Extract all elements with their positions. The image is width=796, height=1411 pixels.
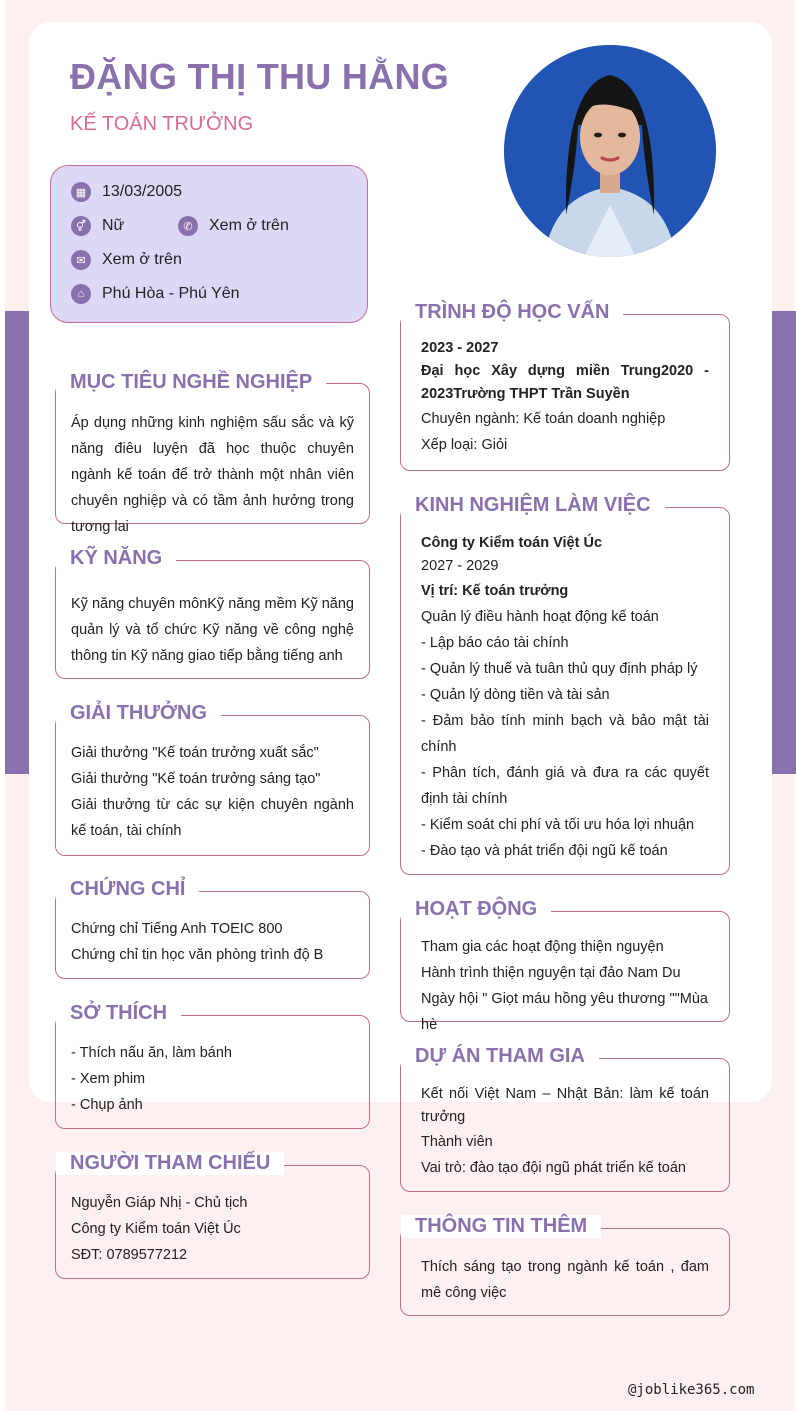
experience-item: - Đào tạo và phát triển đội ngũ kế toán (421, 843, 668, 859)
references-section (55, 1165, 370, 1279)
experience-item: - Quản lý dòng tiền và tài sản (421, 687, 610, 703)
hobby-item: - Xem phim (71, 1071, 146, 1087)
experience-heading: KINH NGHIỆM LÀM VIỆC (401, 494, 665, 517)
skills-heading: KỸ NĂNG (56, 547, 176, 570)
phone-icon: ✆ (178, 216, 198, 236)
certificates-list (71, 916, 354, 968)
project-name: Kết nối Việt Nam – Nhật Bản: làm kế toán trưởng (421, 1086, 709, 1125)
awards-heading: GIẢI THƯỞNG (56, 702, 221, 725)
reference-item: Công ty Kiểm toán Việt Úc (71, 1221, 241, 1237)
reference-item: SĐT: 0789577212 (71, 1247, 188, 1263)
education-content (421, 337, 709, 458)
education-period: 2023 - 2027 (421, 340, 499, 356)
hobby-item: - Thích nấu ăn, làm bánh (71, 1045, 232, 1061)
experience-item: Quản lý điều hành hoạt động kế toán (421, 609, 659, 625)
extra-info-section (400, 1228, 730, 1316)
award-item: Giải thưởng "Kế toán trưởng xuất sắc" (71, 745, 319, 761)
phone-row (178, 216, 289, 236)
experience-item: - Kiểm soát chi phí và tối ưu hóa lợi nhuận (421, 817, 695, 833)
hobbies-list (71, 1040, 354, 1118)
activities-section (400, 911, 730, 1033)
certificate-item: Chứng chỉ tin học văn phòng trình độ B (71, 947, 324, 963)
footer-watermark: @joblike365.com (628, 1382, 755, 1398)
left-accent-band (5, 311, 29, 774)
objective-heading: MỤC TIÊU NGHỀ NGHIỆP (56, 371, 326, 394)
projects-section (400, 1058, 730, 1192)
birthday-value: 13/03/2005 (102, 183, 183, 200)
experience-item: - Lập báo cáo tài chính (421, 635, 569, 651)
references-heading: NGƯỜI THAM CHIẾU (56, 1152, 284, 1175)
projects-heading: DỰ ÁN THAM GIA (401, 1045, 599, 1068)
calendar-icon: ▦ (71, 182, 91, 202)
extra-info-heading: THÔNG TIN THÊM (401, 1215, 601, 1238)
email-row (71, 250, 182, 270)
awards-list (71, 740, 354, 844)
gender-row (71, 216, 124, 236)
experience-item: - Quản lý thuế và tuân thủ quy định pháp lý (421, 661, 698, 677)
education-grade: Xếp loại: Giỏi (421, 437, 508, 453)
candidate-name: ĐẶNG THỊ THU HẰNG (70, 56, 450, 97)
experience-section (400, 507, 730, 875)
project-role: Vai trò: đào tạo đội ngũ phát triển kế toán (421, 1160, 686, 1176)
certificates-heading: CHỨNG CHỈ (56, 878, 199, 901)
job-title: KẾ TOÁN TRƯỞNG (70, 113, 254, 135)
awards-section (55, 715, 370, 856)
activities-heading: HOẠT ĐỘNG (401, 898, 551, 921)
address-row (71, 284, 240, 304)
reference-item: Nguyễn Giáp Nhị - Chủ tịch (71, 1195, 248, 1211)
email-value: Xem ở trên (102, 251, 182, 268)
gender-value: Nữ (102, 217, 125, 234)
address-value: Phú Hòa - Phú Yên (102, 285, 240, 302)
award-item: Giải thưởng từ các sự kiện chuyên ngành kế toán, tài chính (71, 797, 354, 839)
phone-value: Xem ở trên (209, 217, 289, 234)
objective-text: Áp dụng những kinh nghiệm sấu sắc và kỹ năng điêu luyện đã học thuộc chuyên ngành kế toán để trở thành một nhân viên chuyên nghiệp và có tầm ảnh hưởng trong tương lai (71, 415, 354, 535)
mail-icon: ✉ (71, 250, 91, 270)
award-item: Giải thưởng "Kế toán trưởng sáng tạo" (71, 771, 321, 787)
project-role-type: Thành viên (421, 1134, 493, 1150)
birthday-row (71, 182, 182, 202)
objective-section (55, 383, 370, 535)
skills-section (55, 560, 370, 679)
projects-content (421, 1083, 709, 1181)
education-heading: TRÌNH ĐỘ HỌC VẤN (401, 301, 623, 324)
references-list (71, 1190, 354, 1268)
certificates-section (55, 891, 370, 979)
gender-icon: ⚥ (71, 216, 91, 236)
hobbies-heading: SỞ THÍCH (56, 1002, 181, 1025)
extra-info-text: Thích sáng tạo trong ngành kế toán , đam mê công việc (421, 1259, 709, 1301)
hobby-item: - Chụp ảnh (71, 1097, 143, 1113)
activity-item: Tham gia các hoạt động thiện nguyện (421, 939, 664, 955)
activity-item: Hành trình thiện nguyện tại đảo Nam Du Ngày hội " Giọt máu hồng yêu thương ""Mùa hè (421, 965, 708, 1033)
experience-item: - Phân tích, đánh giá và đưa ra các quyết định tài chính (421, 765, 709, 807)
skills-text: Kỹ năng chuyên mônKỹ năng mềm Kỹ năng quản lý và tổ chức Kỹ năng về công nghệ thông tin Kỹ năng giao tiếp bằng tiếng anh (71, 596, 354, 664)
education-major: Chuyên ngành: Kế toán doanh nghiệp (421, 411, 666, 427)
hobbies-section (55, 1015, 370, 1129)
education-section (400, 314, 730, 471)
experience-item: - Đảm bảo tính minh bạch và bảo mật tài chính (421, 713, 709, 755)
experience-company: Công ty Kiểm toán Việt Úc (421, 535, 603, 551)
certificate-item: Chứng chỉ Tiếng Anh TOEIC 800 (71, 921, 283, 937)
experience-content (421, 532, 709, 864)
experience-position: Vị trí: Kế toán trưởng (421, 583, 569, 599)
right-accent-band (772, 311, 796, 774)
education-school: Đại học Xây dựng miền Trung2020 - 2023Trường THPT Trần Suyền (421, 363, 709, 402)
avatar-photo (504, 45, 716, 257)
experience-period: 2027 - 2029 (421, 558, 499, 574)
activities-list (421, 934, 709, 1038)
avatar (504, 45, 716, 257)
home-icon: ⌂ (71, 284, 91, 304)
